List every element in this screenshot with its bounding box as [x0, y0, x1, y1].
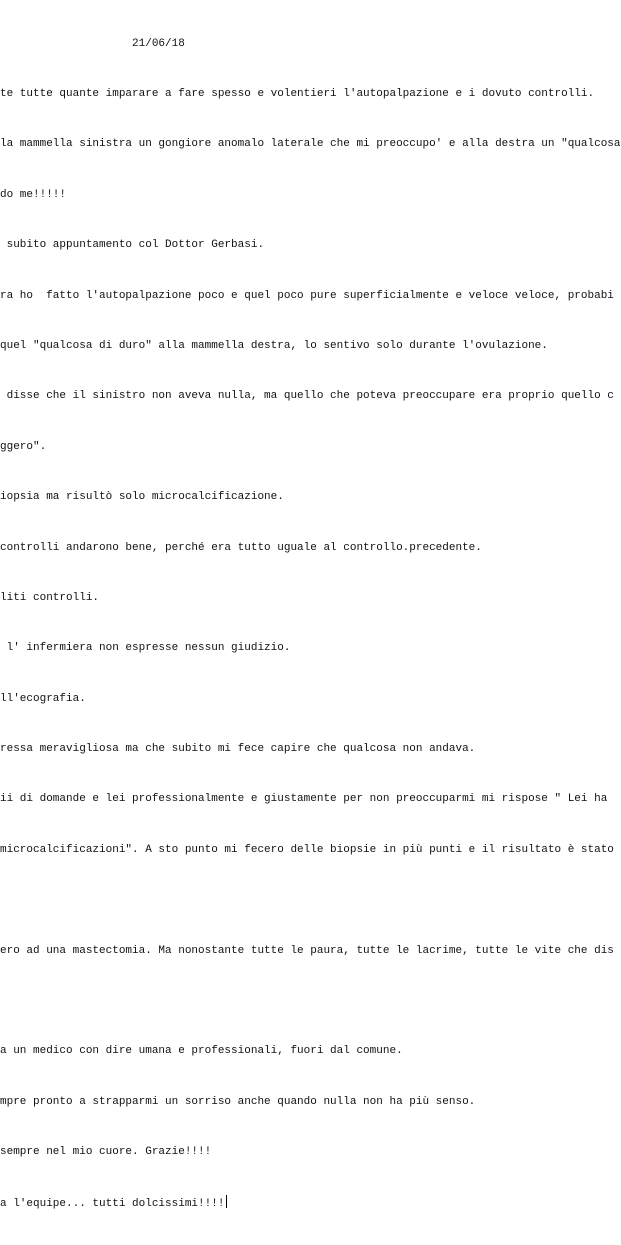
document-text[interactable]: [0, 2, 621, 1245]
text-line: a un medico con dire umana e professionali, fuori dal comune.: [0, 1045, 403, 1058]
date-line: [0, 36, 600, 53]
text-line-content: a l'equipe... tutti dolcissimi!!!!: [0, 1197, 225, 1210]
text-line: ii di domande e lei professionalmente e giustamente per non preoccuparmi mi rispose " Lei ha: [0, 793, 608, 806]
text-line: sempre nel mio cuore. Grazie!!!!: [0, 1146, 212, 1159]
text-line: [0, 892, 600, 909]
text-line: liti controlli.: [0, 591, 100, 604]
text-line: ra ho fatto l'autopalpazione poco e quel poco pure superficialmente e veloce veloce, probabi: [0, 289, 614, 302]
text-line: [0, 993, 600, 1010]
text-line: l' infermiera non espresse nessun giudizio.: [0, 642, 291, 655]
text-line: te tutte quante imparare a fare spesso e volentieri l'autopalpazione e i dovuto controlli.: [0, 87, 595, 100]
text-line: subito appuntamento col Dottor Gerbasi.: [0, 239, 265, 252]
text-line: iopsia ma risultò solo microcalcificazione.: [0, 491, 284, 504]
document-date: 21/06/18: [132, 37, 185, 50]
text-line: ggero".: [0, 440, 47, 453]
text-line: ll'ecografia.: [0, 692, 86, 705]
text-line: quel "qualcosa di duro" alla mammella destra, lo sentivo solo durante l'ovulazione.: [0, 339, 548, 352]
text-line: disse che il sinistro non aveva nulla, ma quello che poteva preoccupare era proprio quello c: [0, 390, 614, 403]
text-line: controlli andarono bene, perché era tutto uguale al controllo.precedente.: [0, 541, 482, 554]
text-line: la mammella sinistra un gongiore anomalo laterale che mi preoccupo' e alla destra un "qualcosa: [0, 138, 621, 151]
text-line: ressa meravigliosa ma che subito mi fece capire che qualcosa non andava.: [0, 743, 476, 756]
text-line: mpre pronto a strapparmi un sorriso anche quando nulla non ha più senso.: [0, 1095, 476, 1108]
text-line: do me!!!!!: [0, 188, 67, 201]
last-text-line: [0, 1195, 600, 1212]
text-line: microcalcificazioni". A sto punto mi fecero delle biopsie in più punti e il risultato è stato: [0, 843, 614, 856]
text-line: ero ad una mastectomia. Ma nonostante tutte le paura, tutte le lacrime, tutte le vite che dis: [0, 944, 614, 957]
text-caret: [226, 1195, 227, 1208]
